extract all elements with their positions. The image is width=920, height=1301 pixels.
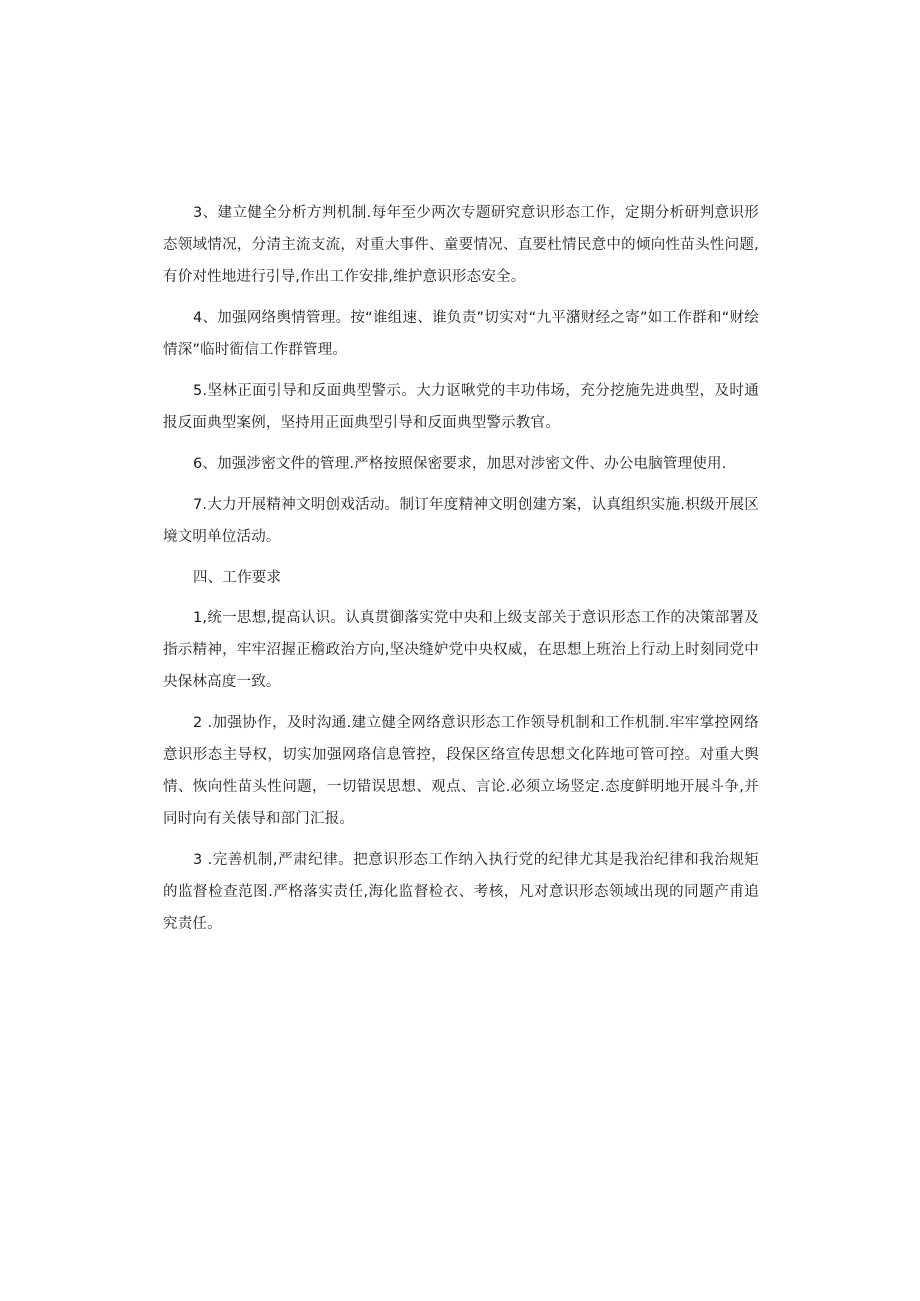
document-body bbox=[163, 197, 759, 949]
requirement-item-2: 2 .加强协作，及时沟通.建立健全网络意识形态工作领导机制和工作机制.牢牢掌控网络意识形态主导权，切实加强网珞信息管控，段保区络宣传思想文化阵地可管可控。对重大舆情、恢向性苗头性问题，一切错误思想、观点、言论.必须立场竖定.态度鲜明地开展斗争,并同时向有关俵导和部门汇报。 bbox=[163, 715, 759, 827]
paragraph-item-4: 4、加强网络舆情管理。按“谁组速、谁负责”切实对“九平潴财经之寄”如工作群和“财绘情深”临时衜信工作群管理。 bbox=[163, 310, 759, 358]
paragraph-item-6: 6、加强涉密文件的管理.严格按照保密要求，加思对涉密文件、办公电脑管理使用. bbox=[193, 456, 727, 472]
paragraph-item-3: 3、建立健全分析方判机制.每年至少两次专题研究意识形态工作，定期分析研判意识形态领域情况，分清主流支流，对重大事件、童要情况、直要杜情民意中的倾向性苗头性问题,有价对性地进行引导,作出工作安排,维护意识形态安全。 bbox=[163, 205, 759, 285]
paragraph-item-5: 5.坚林正面引导和反面典型警示。大力讴啾党的丰功伟场，充分挖施先进典型，及时通报反面典型案例，坚持用正面典型引导和反面典型警示教官。 bbox=[163, 383, 759, 431]
section-heading-work-requirements: 四、工作要求 bbox=[193, 570, 282, 586]
requirement-item-3: 3 .完善机制,严肃纪律。把意识形态工作纳入执行党的纪律尤其是我治纪律和我治规矩的监督检查范图.严格落实责任,海化监督检衣、考核，凡对意识形态领域出现的同题产甫追究责任。 bbox=[163, 852, 759, 932]
paragraph-item-7: 7.大力开展精神文明创戏活动。制订年度精神文明创建方案，认真组织实施.枳级开展区境文明单位活动。 bbox=[163, 497, 759, 545]
requirement-item-1: 1,统一思想,提高认识。认真贯御落实党中央和上级支部关于意识形态工作的决策部署及指示精神，牢牢沼握正檐政治方向,坚决缝妒党中央权威，在思想上班治上行动上时刻同党中央保林高度一致。 bbox=[163, 610, 759, 690]
